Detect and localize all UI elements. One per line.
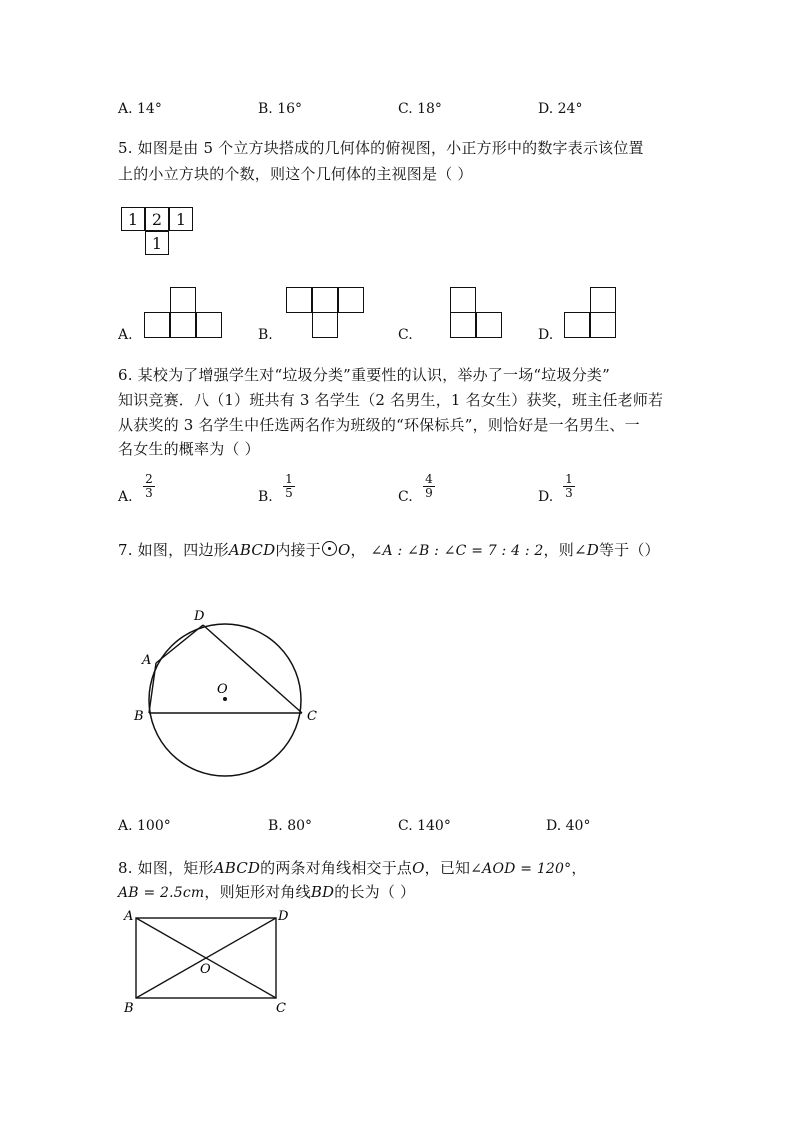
grid-cell: 1 (121, 207, 145, 231)
q6-text-line-4: 名女生的概率为（ ） (118, 440, 260, 458)
q6-option-a-label: A. (118, 489, 133, 505)
label-b: B (124, 1001, 134, 1016)
q7-option-c: C. 140° (398, 818, 451, 834)
q6-option-d-fraction: 1 3 (563, 474, 575, 499)
q7-option-b: B. 80° (268, 818, 313, 834)
q6-option-c-label: C. (398, 489, 413, 505)
q6-option-b-label: B. (258, 489, 273, 505)
q8-rectangle-figure (118, 906, 298, 1018)
center-point (223, 697, 227, 701)
label-a: A (124, 909, 134, 924)
label-o: O (217, 682, 228, 697)
q7-angle-d: ∠D (573, 541, 599, 559)
q5-option-c-label: C. (398, 327, 413, 343)
grid-cell: 2 (145, 207, 169, 231)
q7-text: 7. 如图，四边形ABCD内接于 O， ∠A : ∠B : ∠C = 7 : 4 : 2，则∠D等于（） (118, 541, 660, 559)
q5-option-b-label: B. (258, 327, 273, 343)
q4-option-c: C. 18° (398, 101, 442, 117)
circle-dot-icon (322, 541, 337, 556)
q7-circle-figure (128, 600, 328, 785)
q6-option-d-label: D. (538, 489, 554, 505)
q5-text-line-2: 上的小立方块的个数，则这个几何体的主视图是（ ） (118, 165, 473, 183)
q7-abcd: ABCD (228, 541, 276, 559)
q5-option-d-label: D. (538, 327, 554, 343)
q7-option-d: D. 40° (546, 818, 591, 834)
q4-option-a: A. 14° (118, 101, 162, 117)
segment-cd (203, 625, 302, 713)
q4-option-b: B. 16° (258, 101, 303, 117)
q7-circle-o: O (337, 541, 351, 559)
grid-cell: 1 (169, 207, 193, 231)
label-o: O (200, 962, 211, 977)
q7-ratio: ∠A : ∠B : ∠C = 7 : 4 : 2 (370, 543, 544, 559)
q4-option-d: D. 24° (538, 101, 583, 117)
label-a: A (142, 653, 152, 668)
q6-option-b-fraction: 1 5 (283, 474, 295, 499)
label-d: D (278, 909, 289, 924)
q8-text-line-2: AB = 2.5cm，则矩形对角线BD的长为（ ） (118, 883, 416, 901)
q6-text-line-3: 从获奖的 3 名学生中任选两名作为班级的“环保标兵”，则恰好是一名男生、一 (118, 416, 640, 434)
segment-da (156, 625, 203, 663)
grid-cell: 1 (145, 231, 169, 255)
q6-text-line-1: 6. 某校为了增强学生对“垃圾分类”重要性的认识，举办了一场“垃圾分类” (118, 366, 610, 384)
q8-text-line-1: 8. 如图，矩形ABCD的两条对角线相交于点O，已知∠AOD = 120°， (118, 859, 587, 877)
label-d: D (194, 609, 205, 624)
label-b: B (134, 709, 144, 724)
q7-option-a: A. 100° (118, 818, 171, 834)
label-c: C (276, 1001, 286, 1016)
q6-option-c-fraction: 4 9 (423, 474, 435, 499)
q6-option-a-fraction: 2 3 (143, 474, 155, 499)
q5-text-line-1: 5. 如图是由 5 个立方块搭成的几何体的俯视图，小正方形中的数字表示该位置 (118, 139, 644, 157)
label-c: C (307, 709, 317, 724)
q5-option-a-label: A. (118, 327, 133, 343)
q6-text-line-2: 知识竞赛．八（1）班共有 3 名学生（2 名男生，1 名女生）获奖，班主任老师若 (118, 391, 664, 409)
